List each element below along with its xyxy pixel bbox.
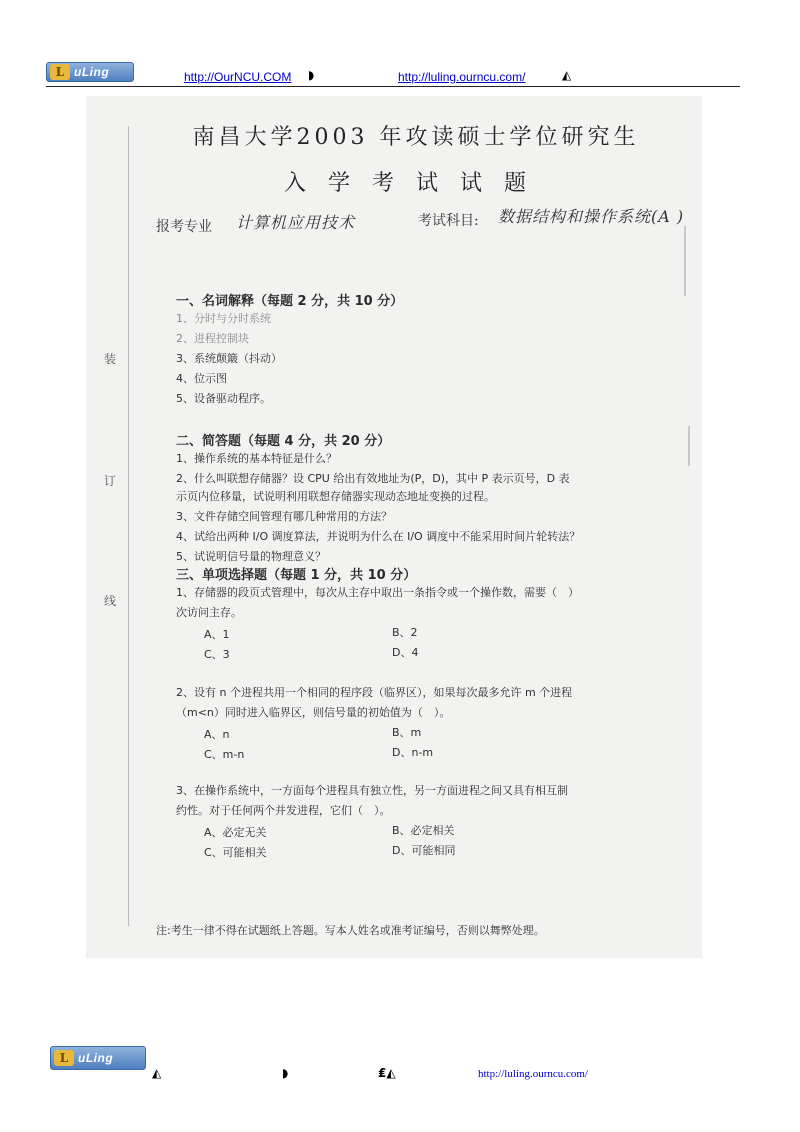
- section-title: 一、名词解释（每题 2 分，共 10 分）: [176, 294, 404, 309]
- question-item: 5、设备驱动程序。: [176, 392, 271, 405]
- major-label: 报考专业: [156, 219, 212, 235]
- question-item: 3、在操作系统中，一方面每个进程具有独立性，另一方面进程之间又具有相互制: [176, 784, 568, 797]
- option-a: A、1: [204, 628, 230, 641]
- subject-label: 考试科目:: [418, 213, 479, 229]
- binding-line: [128, 126, 129, 926]
- option-c: C、3: [204, 648, 230, 661]
- subject-value: 数据结构和操作系统(A ): [498, 207, 685, 226]
- option-b: B、必定相关: [392, 824, 455, 837]
- luling-logo: [46, 62, 134, 82]
- broken-glyph-icon: ◗: [282, 1066, 289, 1080]
- option-d: D、4: [392, 646, 419, 659]
- scan-edge-mark: [688, 426, 690, 466]
- binding-mark: 线: [104, 594, 117, 608]
- question-item: 2、设有 n 个进程共用一个相同的程序段（临界区），如果每次最多允许 m 个进程: [176, 686, 573, 699]
- broken-glyph-icon: ◭: [152, 1066, 162, 1080]
- question-item: 3、系统颠簸（抖动）: [176, 352, 282, 365]
- major-value: 计算机应用技术: [236, 213, 356, 232]
- question-item: （m<n）同时进入临界区，则信号量的初始值为（ ）。: [176, 706, 451, 719]
- question-item: 4、位示图: [176, 372, 227, 385]
- broken-glyph-icon: ◗: [308, 68, 315, 82]
- broken-glyph-icon: ₤◭: [378, 1066, 396, 1080]
- question-item: 3、文件存储空间管理有哪几种常用的方法？: [176, 510, 392, 523]
- binding-mark: 装: [104, 352, 117, 366]
- exam-title: 南昌大学2003 年攻读硕士学位研究生: [192, 125, 640, 150]
- option-c: C、可能相关: [204, 846, 267, 859]
- option-b: B、2: [392, 626, 418, 639]
- option-c: C、m-n: [204, 748, 245, 761]
- scan-edge-mark: [684, 226, 686, 296]
- binding-mark: 订: [104, 474, 117, 488]
- question-item: 1、存储器的段页式管理中，每次从主存中取出一条指令或一个操作数，需要（ ）: [176, 586, 579, 599]
- logo-badge: L: [54, 1050, 74, 1066]
- question-item: 5、试说明信号量的物理意义？: [176, 550, 326, 563]
- question-item: 1、分时与分时系统: [176, 312, 271, 325]
- question-item: 2、进程控制块: [176, 332, 249, 345]
- question-item: 2、什么叫联想存储器？设 CPU 给出有效地址为(P，D)，其中 P 表示页号，D 表: [176, 472, 570, 485]
- ourncu-link[interactable]: http://OurNCU.COM: [184, 70, 292, 84]
- option-b: B、m: [392, 726, 422, 739]
- option-d: D、可能相同: [392, 844, 456, 857]
- logo-badge: L: [50, 64, 70, 80]
- option-a: A、必定无关: [204, 826, 267, 839]
- option-d: D、n-m: [392, 746, 434, 759]
- luling-link[interactable]: http://luling.ourncu.com/: [398, 70, 526, 84]
- section-title: 二、简答题（每题 4 分，共 20 分）: [176, 434, 391, 449]
- luling-logo: [50, 1046, 146, 1070]
- option-a: A、n: [204, 728, 230, 741]
- question-item: 示页内位移量，试说明利用联想存储器实现动态地址变换的过程。: [176, 490, 495, 503]
- question-item: 1、操作系统的基本特征是什么？: [176, 452, 337, 465]
- broken-glyph-icon: ◭: [562, 68, 572, 82]
- header-rule: [46, 86, 740, 87]
- scanned-exam-page: [86, 96, 702, 958]
- logo-text: uLing: [74, 65, 110, 79]
- question-item: 约性。对于任何两个并发进程，它们（ ）。: [176, 804, 391, 817]
- section-title: 三、单项选择题（每题 1 分，共 10 分）: [176, 568, 417, 583]
- logo-text: uLing: [78, 1051, 114, 1065]
- question-item: 次访问主存。: [176, 606, 242, 619]
- question-item: 4、试给出两种 I/O 调度算法，并说明为什么在 I/O 调度中不能采用时间片轮转法？: [176, 530, 581, 543]
- luling-footer-link[interactable]: http://luling.ourncu.com/: [478, 1068, 588, 1080]
- exam-subtitle: 入学考试试题: [283, 171, 548, 196]
- exam-note: 注:考生一律不得在试题纸上答题。写本人姓名或准考证编号，否则以舞弊处理。: [156, 924, 545, 937]
